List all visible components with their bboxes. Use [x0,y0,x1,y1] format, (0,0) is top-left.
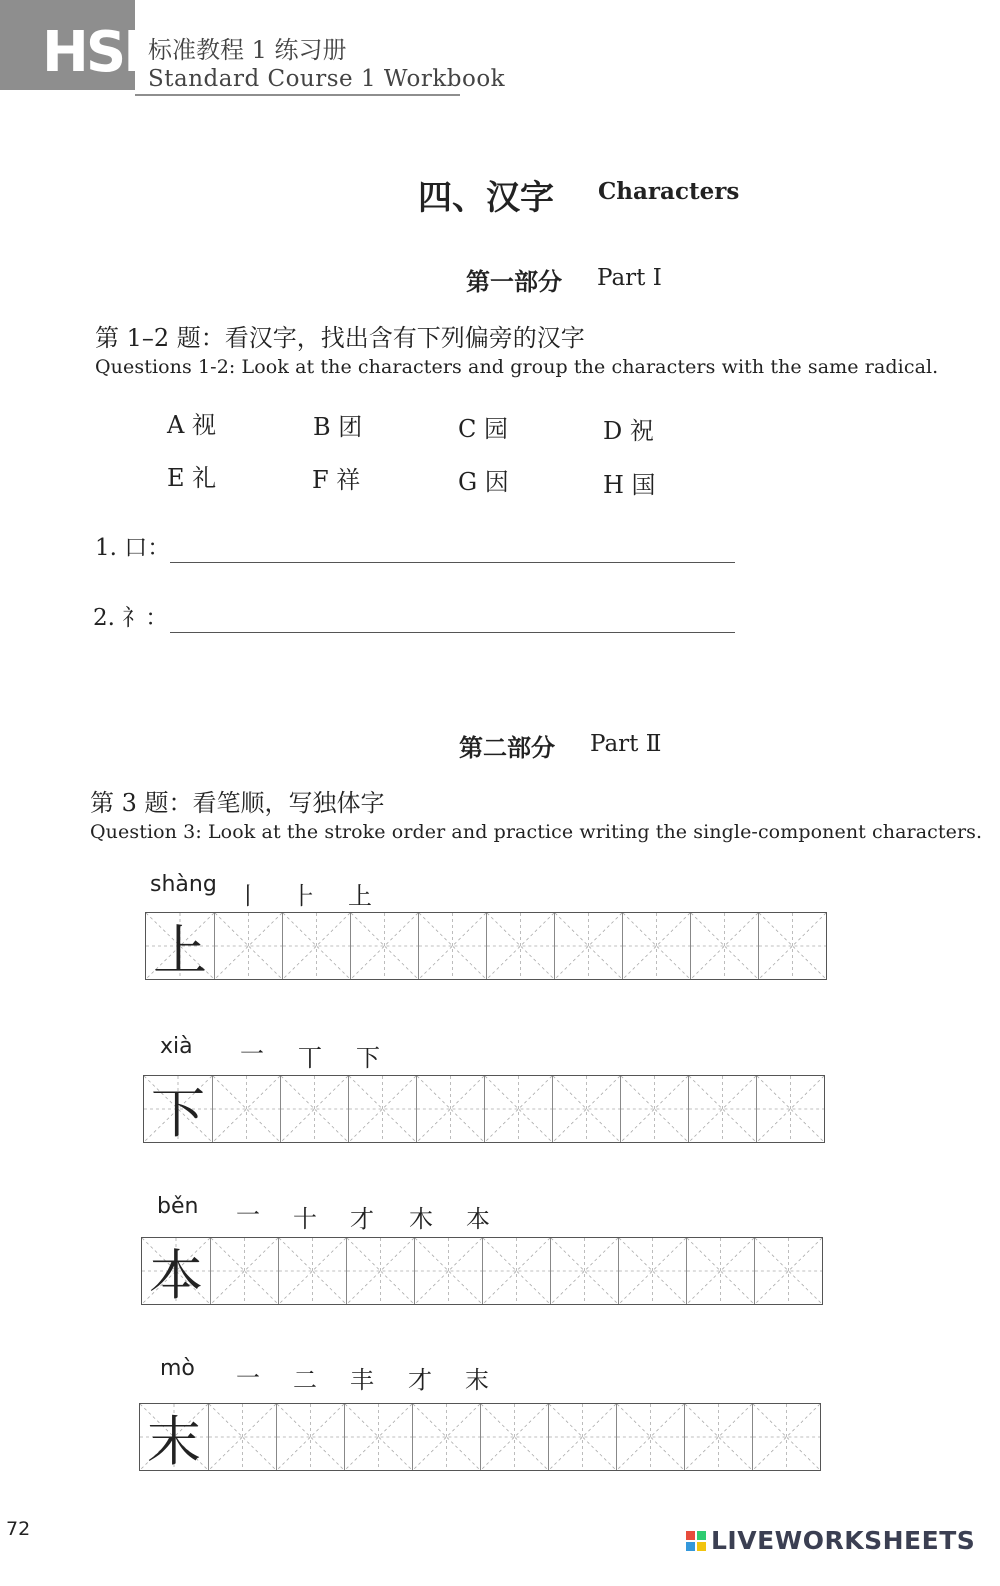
practice-grid[interactable] [143,1075,825,1143]
pinyin-xia: xià [160,1034,193,1059]
practice-cell[interactable] [278,1238,346,1304]
practice-cell[interactable] [622,913,690,979]
stroke-step: 木 [409,1205,433,1233]
practice-cell[interactable] [754,1238,822,1304]
part1-instruction-zh: 第 1–2 题：看汉字，找出含有下列偏旁的汉字 [95,324,585,352]
practice-cell[interactable] [348,1076,416,1142]
option-c: C 园 [458,415,508,443]
practice-cell[interactable] [214,913,282,979]
part2-heading-en: Part Ⅱ [590,731,662,757]
logo-text: LIVEWORKSHEETS [711,1526,976,1555]
practice-cell[interactable] [616,1404,684,1470]
stroke-step: 下 [356,1044,380,1072]
answer-field-2[interactable] [170,632,735,633]
practice-cell[interactable] [280,1076,348,1142]
part2-heading-zh: 第二部分 [459,733,555,762]
practice-cell[interactable] [752,1404,820,1470]
page-number: 72 [6,1518,31,1540]
header-divider [135,94,460,96]
answer-field-1[interactable] [170,562,735,563]
practice-cell[interactable] [480,1404,548,1470]
blank-1-label: 1. 口： [95,535,171,561]
stroke-step: 才 [408,1366,432,1394]
section-title-zh: 四、汉字 [418,178,554,218]
practice-cell[interactable] [414,1238,482,1304]
practice-cell[interactable] [282,913,350,979]
practice-cell[interactable] [210,1238,278,1304]
stroke-step: 一 [236,1364,260,1392]
section-title-en: Characters [598,178,740,205]
model-character: 上 [153,918,207,982]
part1-heading-en: Part Ⅰ [597,265,662,291]
stroke-step: ⺊ [292,882,316,910]
option-h: H 国 [603,471,656,499]
pinyin-shang: shàng [150,872,217,897]
practice-cell[interactable] [484,1076,552,1142]
part1-instruction-en: Questions 1-2: Look at the characters and group the characters with the same radical. [95,356,939,378]
book-title-zh: 标准教程 1 练习册 [148,36,347,64]
liveworksheets-logo[interactable] [686,1526,975,1555]
practice-cell[interactable] [208,1404,276,1470]
blank-2-label: 2. 礻： [93,605,169,631]
practice-grid[interactable] [141,1237,823,1305]
liveworksheets-logo-icon [686,1531,706,1551]
model-character-cell [146,913,214,982]
practice-cell[interactable] [344,1404,412,1470]
practice-cell[interactable] [482,1238,550,1304]
practice-cell[interactable] [548,1404,616,1470]
model-character: 下 [151,1081,205,1145]
practice-cell[interactable] [276,1404,344,1470]
logo-square-icon [686,1531,695,1540]
practice-cell[interactable] [486,913,554,979]
option-d: D 祝 [603,417,654,445]
stroke-step: 末 [465,1366,489,1394]
practice-cell[interactable] [620,1076,688,1142]
stroke-step: 一 [240,1040,264,1068]
practice-cell[interactable] [758,913,826,979]
practice-cell[interactable] [688,1076,756,1142]
practice-cell[interactable] [212,1076,280,1142]
stroke-step: 十 [293,1205,317,1233]
stroke-step: 上 [348,882,372,910]
model-character: 本 [149,1243,203,1307]
practice-cell[interactable] [550,1238,618,1304]
option-g: G 因 [458,468,509,496]
logo-square-icon [697,1531,706,1540]
practice-grid[interactable] [145,912,827,980]
stroke-step: 丨 [236,882,260,910]
practice-cell[interactable] [416,1076,484,1142]
model-character-cell [144,1076,212,1145]
part2-instruction-en: Question 3: Look at the stroke order and practice writing the single-component characters. [90,821,983,843]
practice-cell[interactable] [346,1238,414,1304]
pinyin-ben: běn [157,1194,199,1219]
stroke-step: 二 [293,1366,317,1394]
brand-logo: HSK [42,20,164,85]
practice-cell[interactable] [684,1404,752,1470]
practice-cell[interactable] [418,913,486,979]
book-title-en: Standard Course 1 Workbook [148,66,506,92]
practice-cell[interactable] [412,1404,480,1470]
stroke-step: 本 [466,1205,490,1233]
logo-square-icon [697,1542,706,1551]
model-character-cell [140,1404,208,1473]
practice-cell[interactable] [686,1238,754,1304]
part1-heading-zh: 第一部分 [466,267,562,296]
stroke-step: 丰 [350,1366,374,1394]
model-character: 末 [147,1409,201,1473]
option-b: B 团 [313,413,363,441]
practice-cell[interactable] [350,913,418,979]
practice-cell[interactable] [618,1238,686,1304]
practice-grid[interactable] [139,1403,821,1471]
model-character-cell [142,1238,210,1307]
pinyin-mo: mò [160,1356,195,1381]
option-f: F 祥 [312,466,361,494]
practice-cell[interactable] [554,913,622,979]
part2-instruction-zh: 第 3 题：看笔顺，写独体字 [90,789,385,817]
practice-cell[interactable] [690,913,758,979]
option-a: A 视 [167,411,216,439]
stroke-step: 才 [350,1205,374,1233]
stroke-step: 丅 [298,1044,322,1072]
logo-square-icon [686,1542,695,1551]
option-e: E 礼 [167,464,217,492]
stroke-step: 一 [236,1201,260,1229]
practice-cell[interactable] [756,1076,824,1142]
practice-cell[interactable] [552,1076,620,1142]
